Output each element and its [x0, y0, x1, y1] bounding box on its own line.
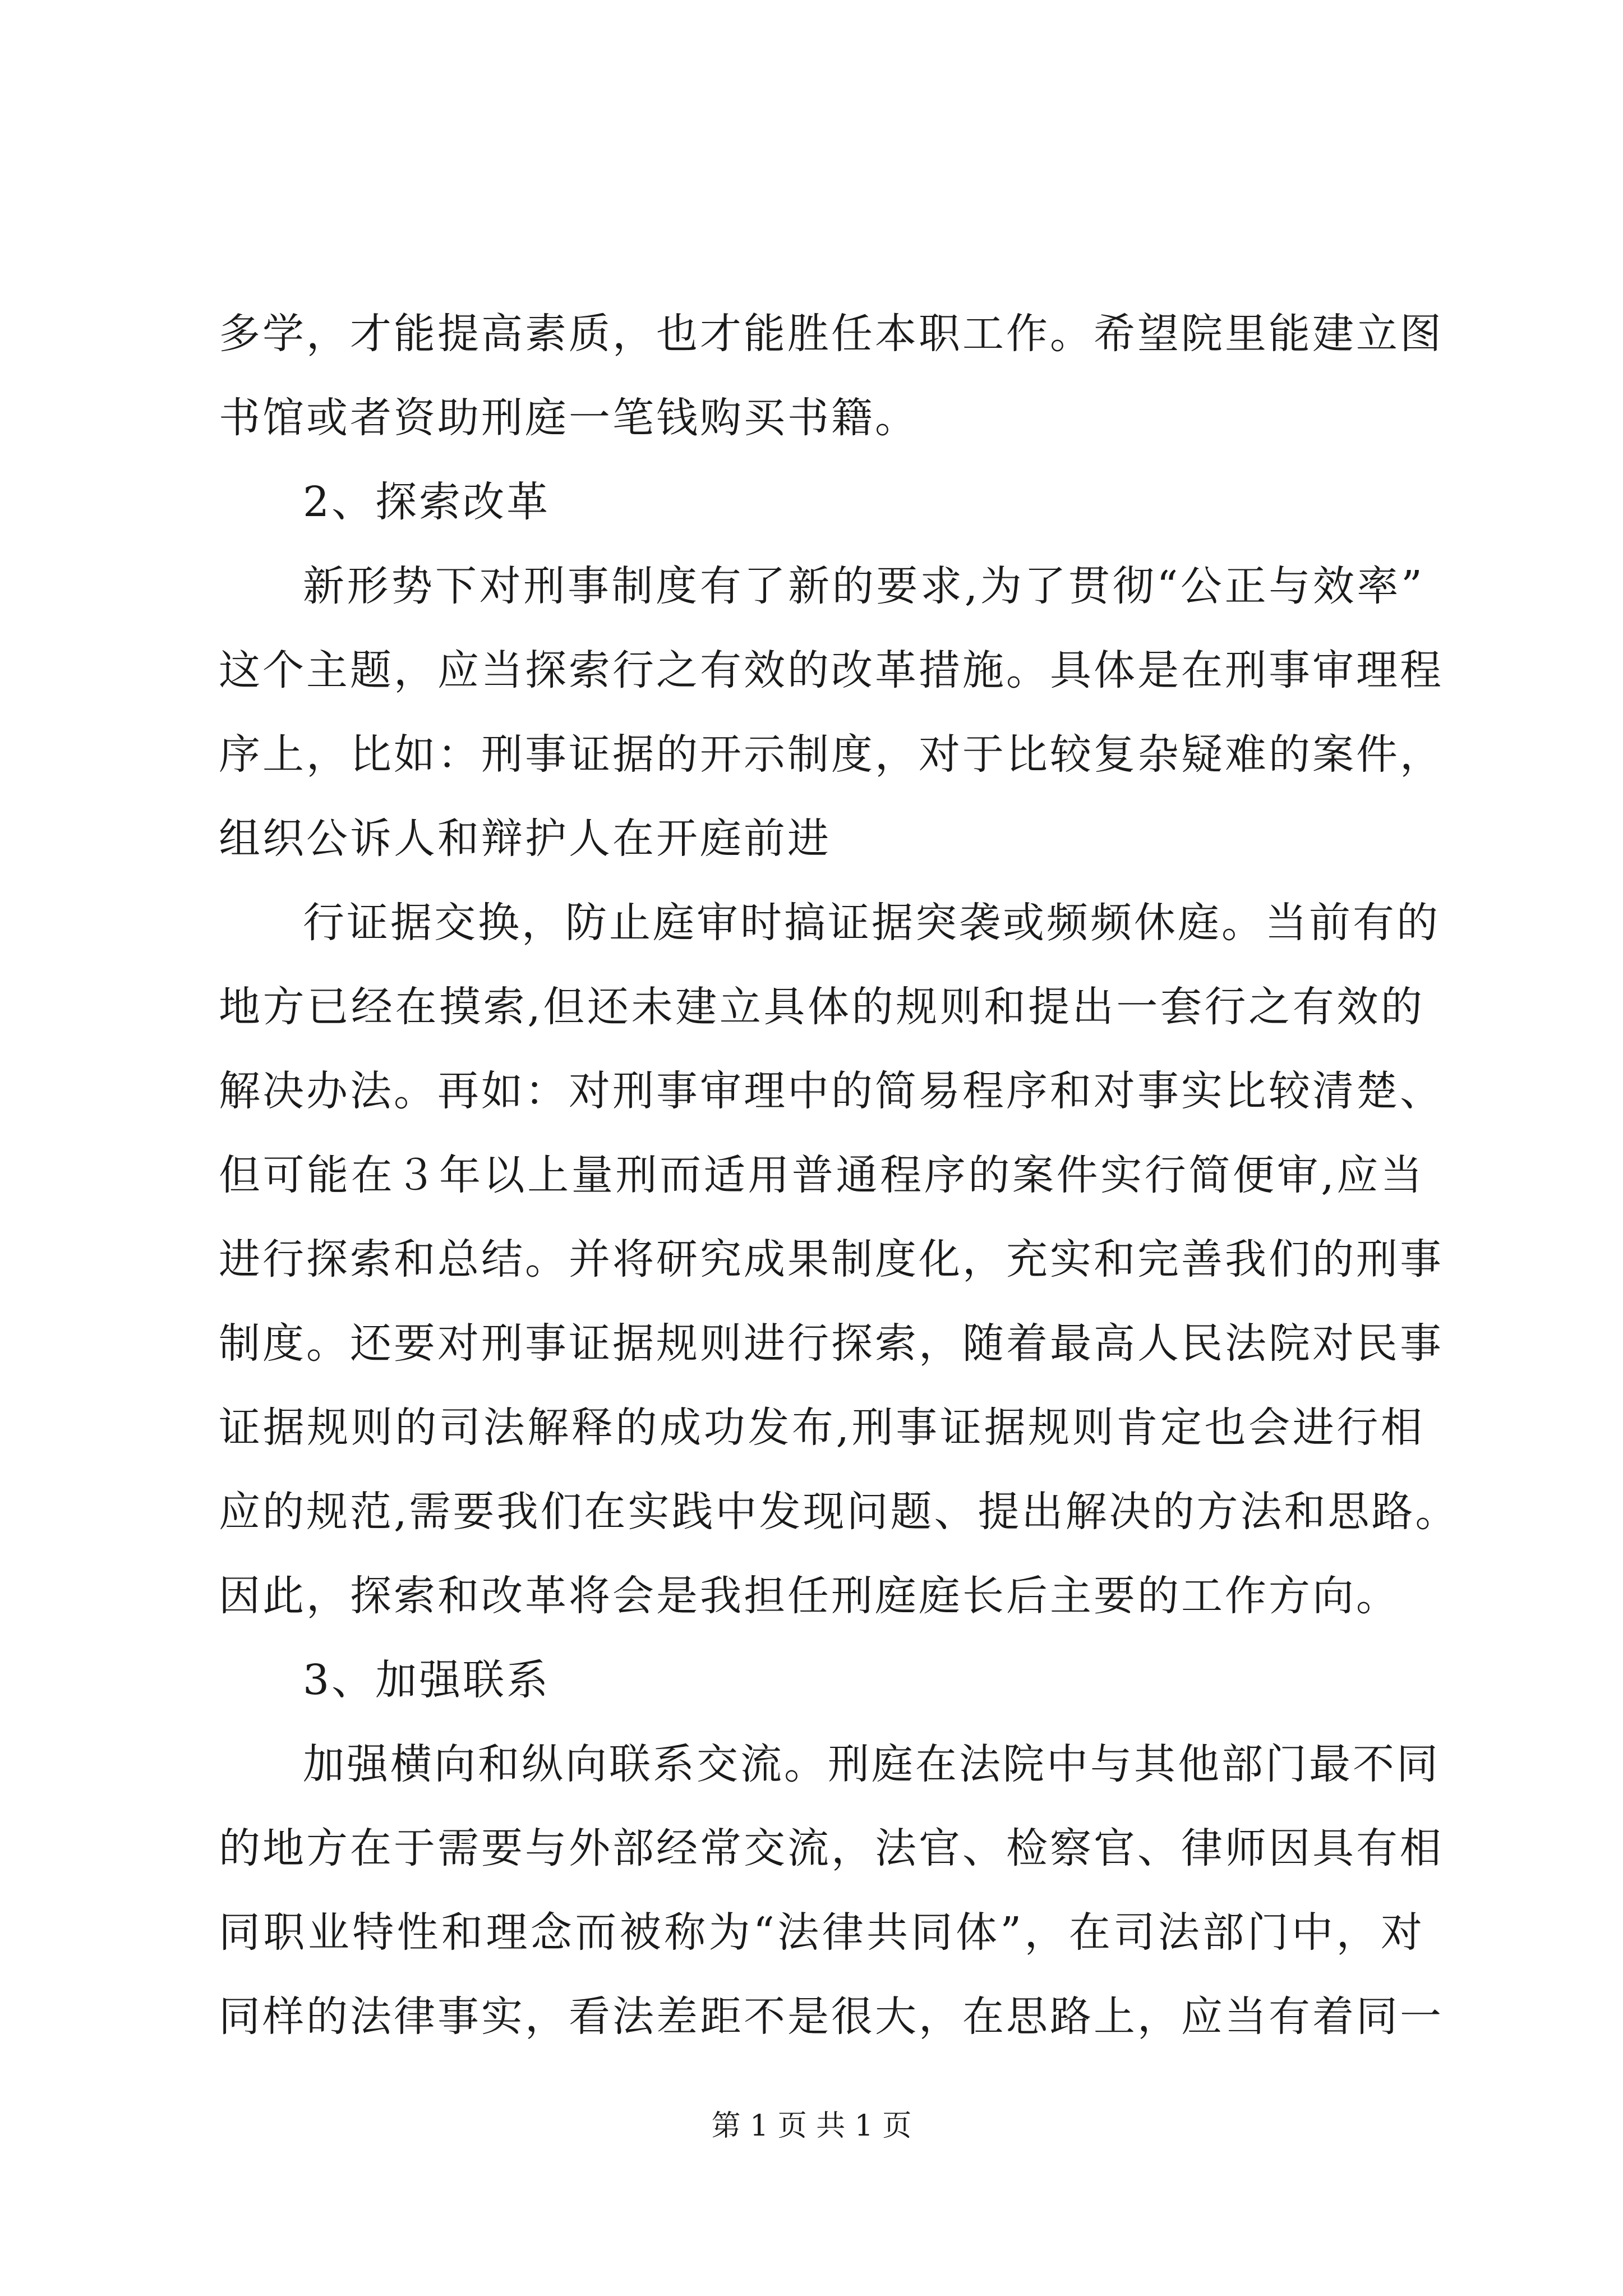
- text-line: 行证据交换，防止庭审时搞证据突袭或频频休庭。当前有的: [303, 899, 1440, 947]
- text-line: 同样的法律事实，看法差距不是很大，在思路上，应当有着同一: [219, 1993, 1444, 2041]
- text-line: 序上，比如：刑事证据的开示制度，对于比较复杂疑难的案件，: [219, 730, 1444, 779]
- text-line: 证据规则的司法解释的成功发布,刑事证据规则肯定也会进行相: [219, 1404, 1424, 1452]
- text-line: 但可能在３年以上量刑而适用普通程序的案件实行简便审,应当: [219, 1151, 1424, 1199]
- text-line: 制度。还要对刑事证据规则进行探索，随着最高人民法院对民事: [219, 1319, 1444, 1368]
- text-line: 多学，才能提高素质，也才能胜任本职工作。希望院里能建立图: [219, 310, 1444, 358]
- text-line: 的地方在于需要与外部经常交流，法官、检察官、律师因具有相: [219, 1824, 1444, 1872]
- section-heading: 2、探索改革: [303, 478, 551, 526]
- text-line: 书馆或者资助刑庭一笔钱购买书籍。: [219, 394, 919, 442]
- text-line: 解决办法。再如：对刑事审理中的简易程序和对事实比较清楚、: [219, 1067, 1444, 1115]
- text-line: 组织公诉人和辩护人在开庭前进: [219, 815, 831, 863]
- section-heading: 3、加强联系: [303, 1656, 551, 1704]
- text-line: 应的规范,需要我们在实践中发现问题、提出解决的方法和思路。: [219, 1488, 1459, 1536]
- text-line: 因此，探索和改革将会是我担任刑庭庭长后主要的工作方向。: [219, 1572, 1400, 1620]
- text-line: 新形势下对刑事制度有了新的要求,为了贯彻“公正与效率”: [303, 562, 1424, 610]
- page-number: 第 1 页 共 1 页: [711, 2109, 912, 2143]
- page-footer: [0, 2104, 1623, 2148]
- text-line: 进行探索和总结。并将研究成果制度化，充实和完善我们的刑事: [219, 1235, 1444, 1283]
- text-line: 地方已经在摸索,但还未建立具体的规则和提出一套行之有效的: [219, 983, 1424, 1031]
- text-line: 同职业特性和理念而被称为“法律共同体”，在司法部门中，对: [219, 1908, 1424, 1957]
- text-line: 加强横向和纵向联系交流。刑庭在法院中与其他部门最不同: [303, 1740, 1440, 1788]
- text-line: 这个主题，应当探索行之有效的改革措施。具体是在刑事审理程: [219, 646, 1444, 694]
- body-text: [219, 292, 1459, 2059]
